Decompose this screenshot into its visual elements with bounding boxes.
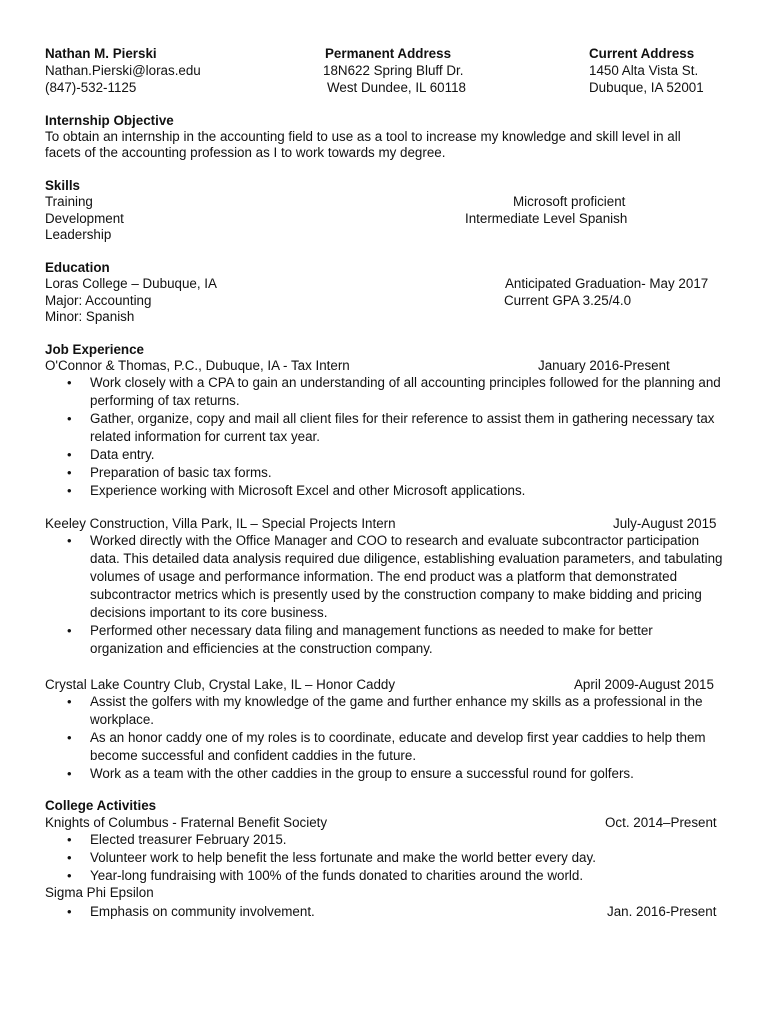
activity-dates-spe: Jan. 2016-Present: [607, 904, 717, 919]
job-bullets: [45, 374, 725, 500]
list-item: • Work as a team with the other caddies in the group to ensure a successful round for golfers.: [45, 765, 725, 783]
job-dates: April 2009-August 2015: [574, 677, 714, 692]
list-item: • Preparation of basic tax forms.: [45, 464, 725, 482]
list-item: • Experience working with Microsoft Excel and other Microsoft applications.: [45, 482, 725, 500]
list-item: • Emphasis on community involvement.: [45, 903, 445, 921]
permanent-address-title: Permanent Address: [325, 46, 452, 61]
list-item: • Year-long fundraising with 100% of the funds donated to charities around the world.: [45, 867, 725, 885]
list-item: • Performed other necessary data filing and management functions as needed to make for better organization and efficiencies at the construction company.: [45, 622, 725, 658]
job-dates: January 2016-Present: [538, 358, 670, 373]
list-item: • Work closely with a CPA to gain an understanding of all accounting principles followed for the planning and performing of tax returns.: [45, 374, 725, 410]
job-dates: July-August 2015: [613, 516, 717, 531]
skill-leadership: Leadership: [45, 227, 112, 242]
objective-line2: facets of the accounting profession as I to work towards my degree.: [45, 145, 446, 160]
activities-title: College Activities: [45, 798, 157, 813]
experience-title: Job Experience: [45, 342, 144, 357]
email: Nathan.Pierski@loras.edu: [45, 63, 201, 78]
list-item: • Data entry.: [45, 446, 725, 464]
job-bullets: [45, 693, 725, 783]
skill-training: Training: [45, 194, 93, 209]
objective-title: Internship Objective: [45, 113, 174, 128]
activity-heading-spe: Sigma Phi Epsilon: [45, 885, 154, 900]
education-major: Major: Accounting: [45, 293, 152, 308]
education-school: Loras College – Dubuque, IA: [45, 276, 217, 291]
list-item: • As an honor caddy one of my roles is to coordinate, educate and develop first year caddies to help them become successful and confident caddies in the future.: [45, 729, 725, 765]
education-gpa: Current GPA 3.25/4.0: [504, 293, 632, 308]
job-heading: O'Connor & Thomas, P.C., Dubuque, IA - Tax Intern: [45, 358, 350, 373]
skill-spanish: Intermediate Level Spanish: [465, 211, 628, 226]
job-heading: Keeley Construction, Villa Park, IL – Special Projects Intern: [45, 516, 396, 531]
activity-heading-kofc: Knights of Columbus - Fraternal Benefit Society: [45, 815, 328, 830]
activity-bullets-kofc: [45, 831, 725, 885]
current-address-line2: Dubuque, IA 52001: [589, 80, 704, 95]
list-item: • Volunteer work to help benefit the less fortunate and make the world better every day.: [45, 849, 725, 867]
education-minor: Minor: Spanish: [45, 309, 135, 324]
phone: (847)-532-1125: [45, 80, 137, 95]
permanent-address-line2: West Dundee, IL 60118: [327, 80, 466, 95]
education-graduation: Anticipated Graduation- May 2017: [505, 276, 709, 291]
list-item: • Elected treasurer February 2015.: [45, 831, 725, 849]
skill-microsoft: Microsoft proficient: [513, 194, 626, 209]
activity-dates-kofc: Oct. 2014–Present: [605, 815, 717, 830]
activity-bullets-spe: [45, 903, 445, 921]
list-item: • Assist the golfers with my knowledge of the game and further enhance my skills as a professional in the workplace.: [45, 693, 725, 729]
skill-development: Development: [45, 211, 124, 226]
education-title: Education: [45, 260, 110, 275]
objective-line1: To obtain an internship in the accounting field to use as a tool to increase my knowledge and skill level in all: [45, 129, 681, 144]
job-bullets: [45, 532, 725, 658]
current-address-line1: 1450 Alta Vista St.: [589, 63, 699, 78]
skills-title: Skills: [45, 178, 80, 193]
permanent-address-line1: 18N622 Spring Bluff Dr.: [323, 63, 464, 78]
job-heading: Crystal Lake Country Club, Crystal Lake, IL – Honor Caddy: [45, 677, 396, 692]
list-item: • Worked directly with the Office Manager and COO to research and evaluate subcontractor participation data. This detailed data analysis required due diligence, establishing evaluation parameters, and tabulating volumes of usage and performance information. The end product was a platform that demonstrated subcontractor metrics which is presently used by the construction company to make bidding and pricing decisions important to its core business.: [45, 532, 725, 622]
current-address-title: Current Address: [589, 46, 695, 61]
applicant-name: Nathan M. Pierski: [45, 46, 157, 61]
list-item: • Gather, organize, copy and mail all client files for their reference to assist them in gathering necessary tax related information for current tax year.: [45, 410, 725, 446]
